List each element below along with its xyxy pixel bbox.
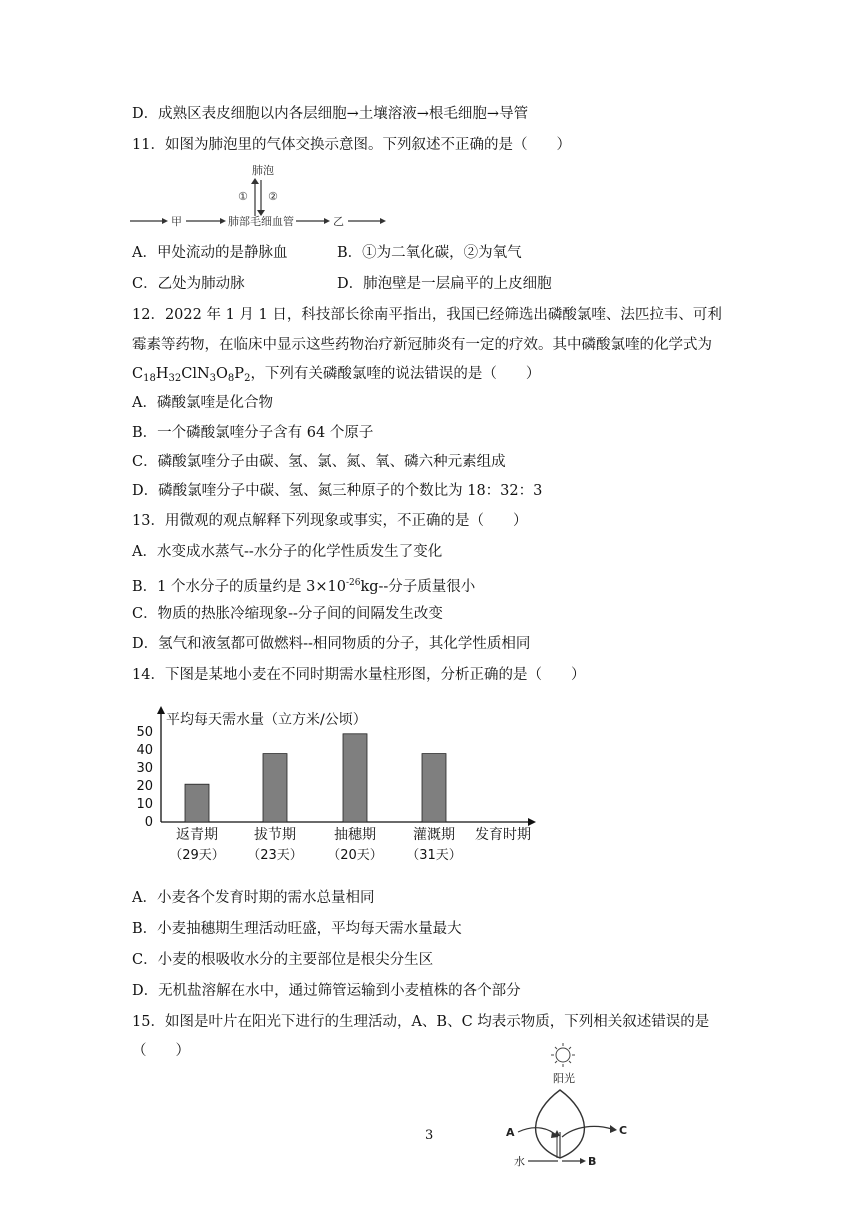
q14-option-b: B．小麦抽穗期生理活动旺盛，平均每天需水量最大: [132, 921, 462, 937]
label-jia: 甲: [171, 215, 182, 228]
sun-icon: [551, 1043, 575, 1067]
q12-option-d: D．磷酸氯喹分子中碳、氢、氮三种原子的个数比为 18：32：3: [132, 483, 543, 499]
leaf-diagram: [500, 1040, 650, 1175]
q11-option-a: A．甲处流动的是静脉血: [132, 245, 288, 261]
y-tick-label: 20: [136, 779, 153, 794]
mark-1: ①: [238, 190, 248, 203]
q13-option-b-head: B．1 个水分子的质量约是 3×10: [132, 579, 346, 595]
x-duration-label: （23天）: [247, 848, 303, 863]
formula-cln: ClN: [181, 366, 210, 382]
formula-o-sub: 8: [227, 373, 235, 384]
formula-c: C: [132, 366, 144, 382]
q12-stem-line1: 12．2022 年 1 月 1 日，科技部长徐南平指出，我国已经筛选出磷酸氯喹、法匹拉韦、可利: [132, 307, 722, 323]
q14-stem: 14．下图是某地小麦在不同时期需水量柱形图，分析正确的是（ ）: [132, 667, 586, 683]
q11-stem: 11．如图为肺泡里的气体交换示意图。下列叙述不正确的是（ ）: [132, 137, 571, 153]
y-axis-arrow: [157, 706, 165, 714]
q13-option-a: A．水变成水蒸气--水分子的化学性质发生了变化: [132, 544, 443, 560]
q13-option-b: [132, 573, 475, 597]
q13-option-c: C．物质的热胀冷缩现象--分子间的间隔发生改变: [132, 606, 443, 622]
x-category-label: 灌溉期: [413, 827, 455, 843]
q11-option-d: D．肺泡壁是一层扁平的上皮细胞: [337, 276, 552, 292]
q12-stem-line3: [132, 364, 540, 389]
y-tick-label: 0: [144, 815, 153, 830]
x-category-label: 拔节期: [254, 827, 296, 843]
label-c: C: [619, 1124, 628, 1137]
bar-1: [185, 784, 209, 822]
q11-option-c: C．乙处为肺动脉: [132, 276, 245, 292]
y-tick-label: 50: [136, 725, 153, 740]
page-number: 3: [425, 1128, 434, 1143]
water-label: 水: [514, 1155, 525, 1168]
x-duration-label: （31天）: [406, 848, 462, 863]
y-tick-label: 30: [136, 761, 153, 776]
bar-3: [343, 734, 367, 822]
y-tick-label: 40: [136, 743, 153, 758]
alveolus-label: 肺泡: [252, 164, 274, 177]
sunlight-label: 阳光: [553, 1072, 575, 1085]
formula-p: P: [234, 366, 245, 382]
formula-h-sub: 32: [168, 373, 182, 384]
bar-4: [422, 754, 446, 822]
x-axis-label: 发育时期: [475, 827, 531, 843]
label-a: A: [506, 1126, 515, 1139]
q12-stem-line2: 霉素等药物，在临床中显示这些药物治疗新冠肺炎有一定的疗效。其中磷酸氯喹的化学式为: [132, 337, 712, 353]
q13-option-d: D．氢气和液氢都可做燃料--相同物质的分子，其化学性质相同: [132, 636, 531, 652]
x-category-label: 返青期: [176, 827, 218, 843]
q12-option-a: A．磷酸氯喹是化合物: [132, 395, 273, 411]
y-axis-label: 平均每天需水量（立方米/公顷）: [166, 712, 367, 728]
q12-option-b: B．一个磷酸氯喹分子含有 64 个原子: [132, 425, 374, 441]
q13-stem: 13．用微观的观点解释下列现象或事实，不正确的是（ ）: [132, 513, 528, 529]
q14-option-c: C．小麦的根吸收水分的主要部位是根尖分生区: [132, 952, 434, 968]
y-tick-label: 10: [136, 797, 153, 812]
label-b: B: [588, 1155, 597, 1168]
bar-2: [263, 754, 287, 822]
x-duration-label: （29天）: [169, 848, 225, 863]
formula-p-sub: 2: [244, 373, 251, 384]
q10-option-d: D．成熟区表皮细胞以内各层细胞→土壤溶液→根毛细胞→导管: [132, 106, 529, 122]
water-demand-bar-chart: [130, 698, 550, 868]
q13-option-b-exp: -26: [345, 578, 361, 588]
q12-option-c: C．磷酸氯喹分子由碳、氢、氯、氮、氧、磷六种元素组成: [132, 454, 506, 470]
q14-option-d: D．无机盐溶解在水中，通过筛管运输到小麦植株的各个部分: [132, 983, 521, 999]
gas-exchange-diagram: [128, 160, 398, 232]
q13-option-b-tail: kg--分子质量很小: [360, 579, 476, 595]
label-yi: 乙: [333, 215, 344, 228]
q14-option-a: A．小麦各个发育时期的需水总量相同: [132, 890, 375, 906]
x-category-label: 抽穗期: [334, 827, 376, 843]
mark-2: ②: [268, 190, 278, 203]
q12-stem-tail: ，下列有关磷酸氯喹的说法错误的是（ ）: [250, 366, 541, 382]
x-axis-arrow: [528, 818, 536, 826]
formula-h: H: [155, 366, 169, 382]
capillary-label: 肺部毛细血管: [228, 215, 294, 228]
q11-option-b: B．①为二氧化碳，②为氧气: [337, 245, 522, 261]
x-duration-label: （20天）: [327, 848, 383, 863]
formula-c-sub: 18: [143, 373, 156, 384]
formula-o: O: [216, 366, 228, 382]
q15-stem-line1: 15．如图是叶片在阳光下进行的生理活动，A、B、C 均表示物质，下列相关叙述错误的是: [132, 1014, 710, 1030]
q15-stem-line2: （ ）: [132, 1043, 190, 1059]
formula-n-sub: 3: [209, 373, 217, 384]
